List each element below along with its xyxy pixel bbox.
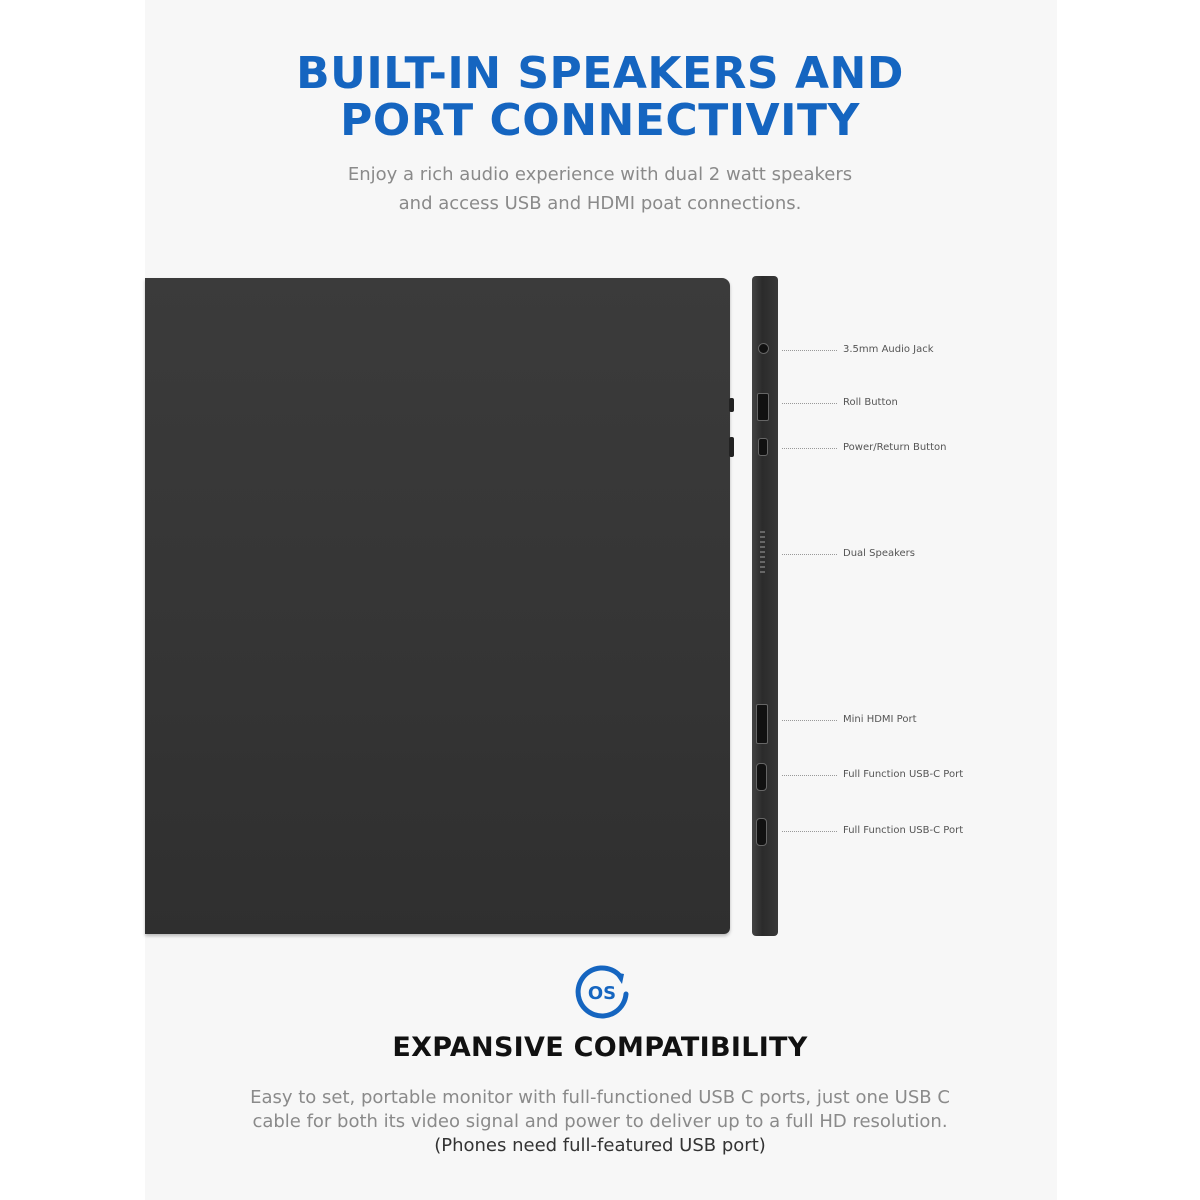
compatibility-line-1: Easy to set, portable monitor with full-functioned USB C ports, just one USB C bbox=[250, 1087, 950, 1108]
audio-jack-port bbox=[758, 343, 769, 354]
os-icon-text: OS bbox=[587, 983, 617, 1004]
monitor-side-roll-button bbox=[729, 398, 734, 412]
callout-leader bbox=[782, 554, 837, 555]
monitor-front-image bbox=[145, 278, 730, 934]
compatibility-line-2: cable for both its video signal and power to deliver up to a full HD resolution. bbox=[252, 1111, 948, 1132]
headline-line-1: BUILT-IN SPEAKERS AND bbox=[296, 48, 904, 99]
callout-roll-button: Roll Button bbox=[843, 397, 898, 408]
callout-leader bbox=[782, 775, 837, 776]
monitor-side-profile bbox=[752, 276, 778, 936]
compatibility-note: (Phones need full-featured USB port) bbox=[434, 1135, 766, 1156]
callout-audio-jack: 3.5mm Audio Jack bbox=[843, 344, 934, 355]
roll-button-slot bbox=[757, 393, 769, 421]
callout-leader bbox=[782, 403, 837, 404]
callout-leader bbox=[782, 720, 837, 721]
monitor-side-power-button bbox=[729, 437, 734, 457]
subtitle-line-2: and access USB and HDMI poat connections. bbox=[398, 193, 802, 214]
callout-power-button: Power/Return Button bbox=[843, 442, 947, 453]
speaker-grille bbox=[760, 531, 765, 573]
power-button-slot bbox=[758, 438, 768, 456]
usb-c-port-1 bbox=[756, 763, 767, 791]
os-sync-icon bbox=[572, 962, 632, 1022]
compatibility-title: EXPANSIVE COMPATIBILITY bbox=[392, 1032, 808, 1063]
callout-usb-c-2: Full Function USB-C Port bbox=[843, 825, 964, 836]
callout-mini-hdmi: Mini HDMI Port bbox=[843, 714, 917, 725]
callout-usb-c-1: Full Function USB-C Port bbox=[843, 769, 964, 780]
callout-leader bbox=[782, 831, 837, 832]
subtitle-line-1: Enjoy a rich audio experience with dual 2 watt speakers bbox=[347, 164, 853, 185]
usb-c-port-2 bbox=[756, 818, 767, 846]
callout-leader bbox=[782, 350, 837, 351]
callout-leader bbox=[782, 448, 837, 449]
headline-line-2: PORT CONNECTIVITY bbox=[340, 95, 860, 146]
callout-dual-speakers: Dual Speakers bbox=[843, 548, 916, 559]
mini-hdmi-port bbox=[756, 704, 768, 744]
